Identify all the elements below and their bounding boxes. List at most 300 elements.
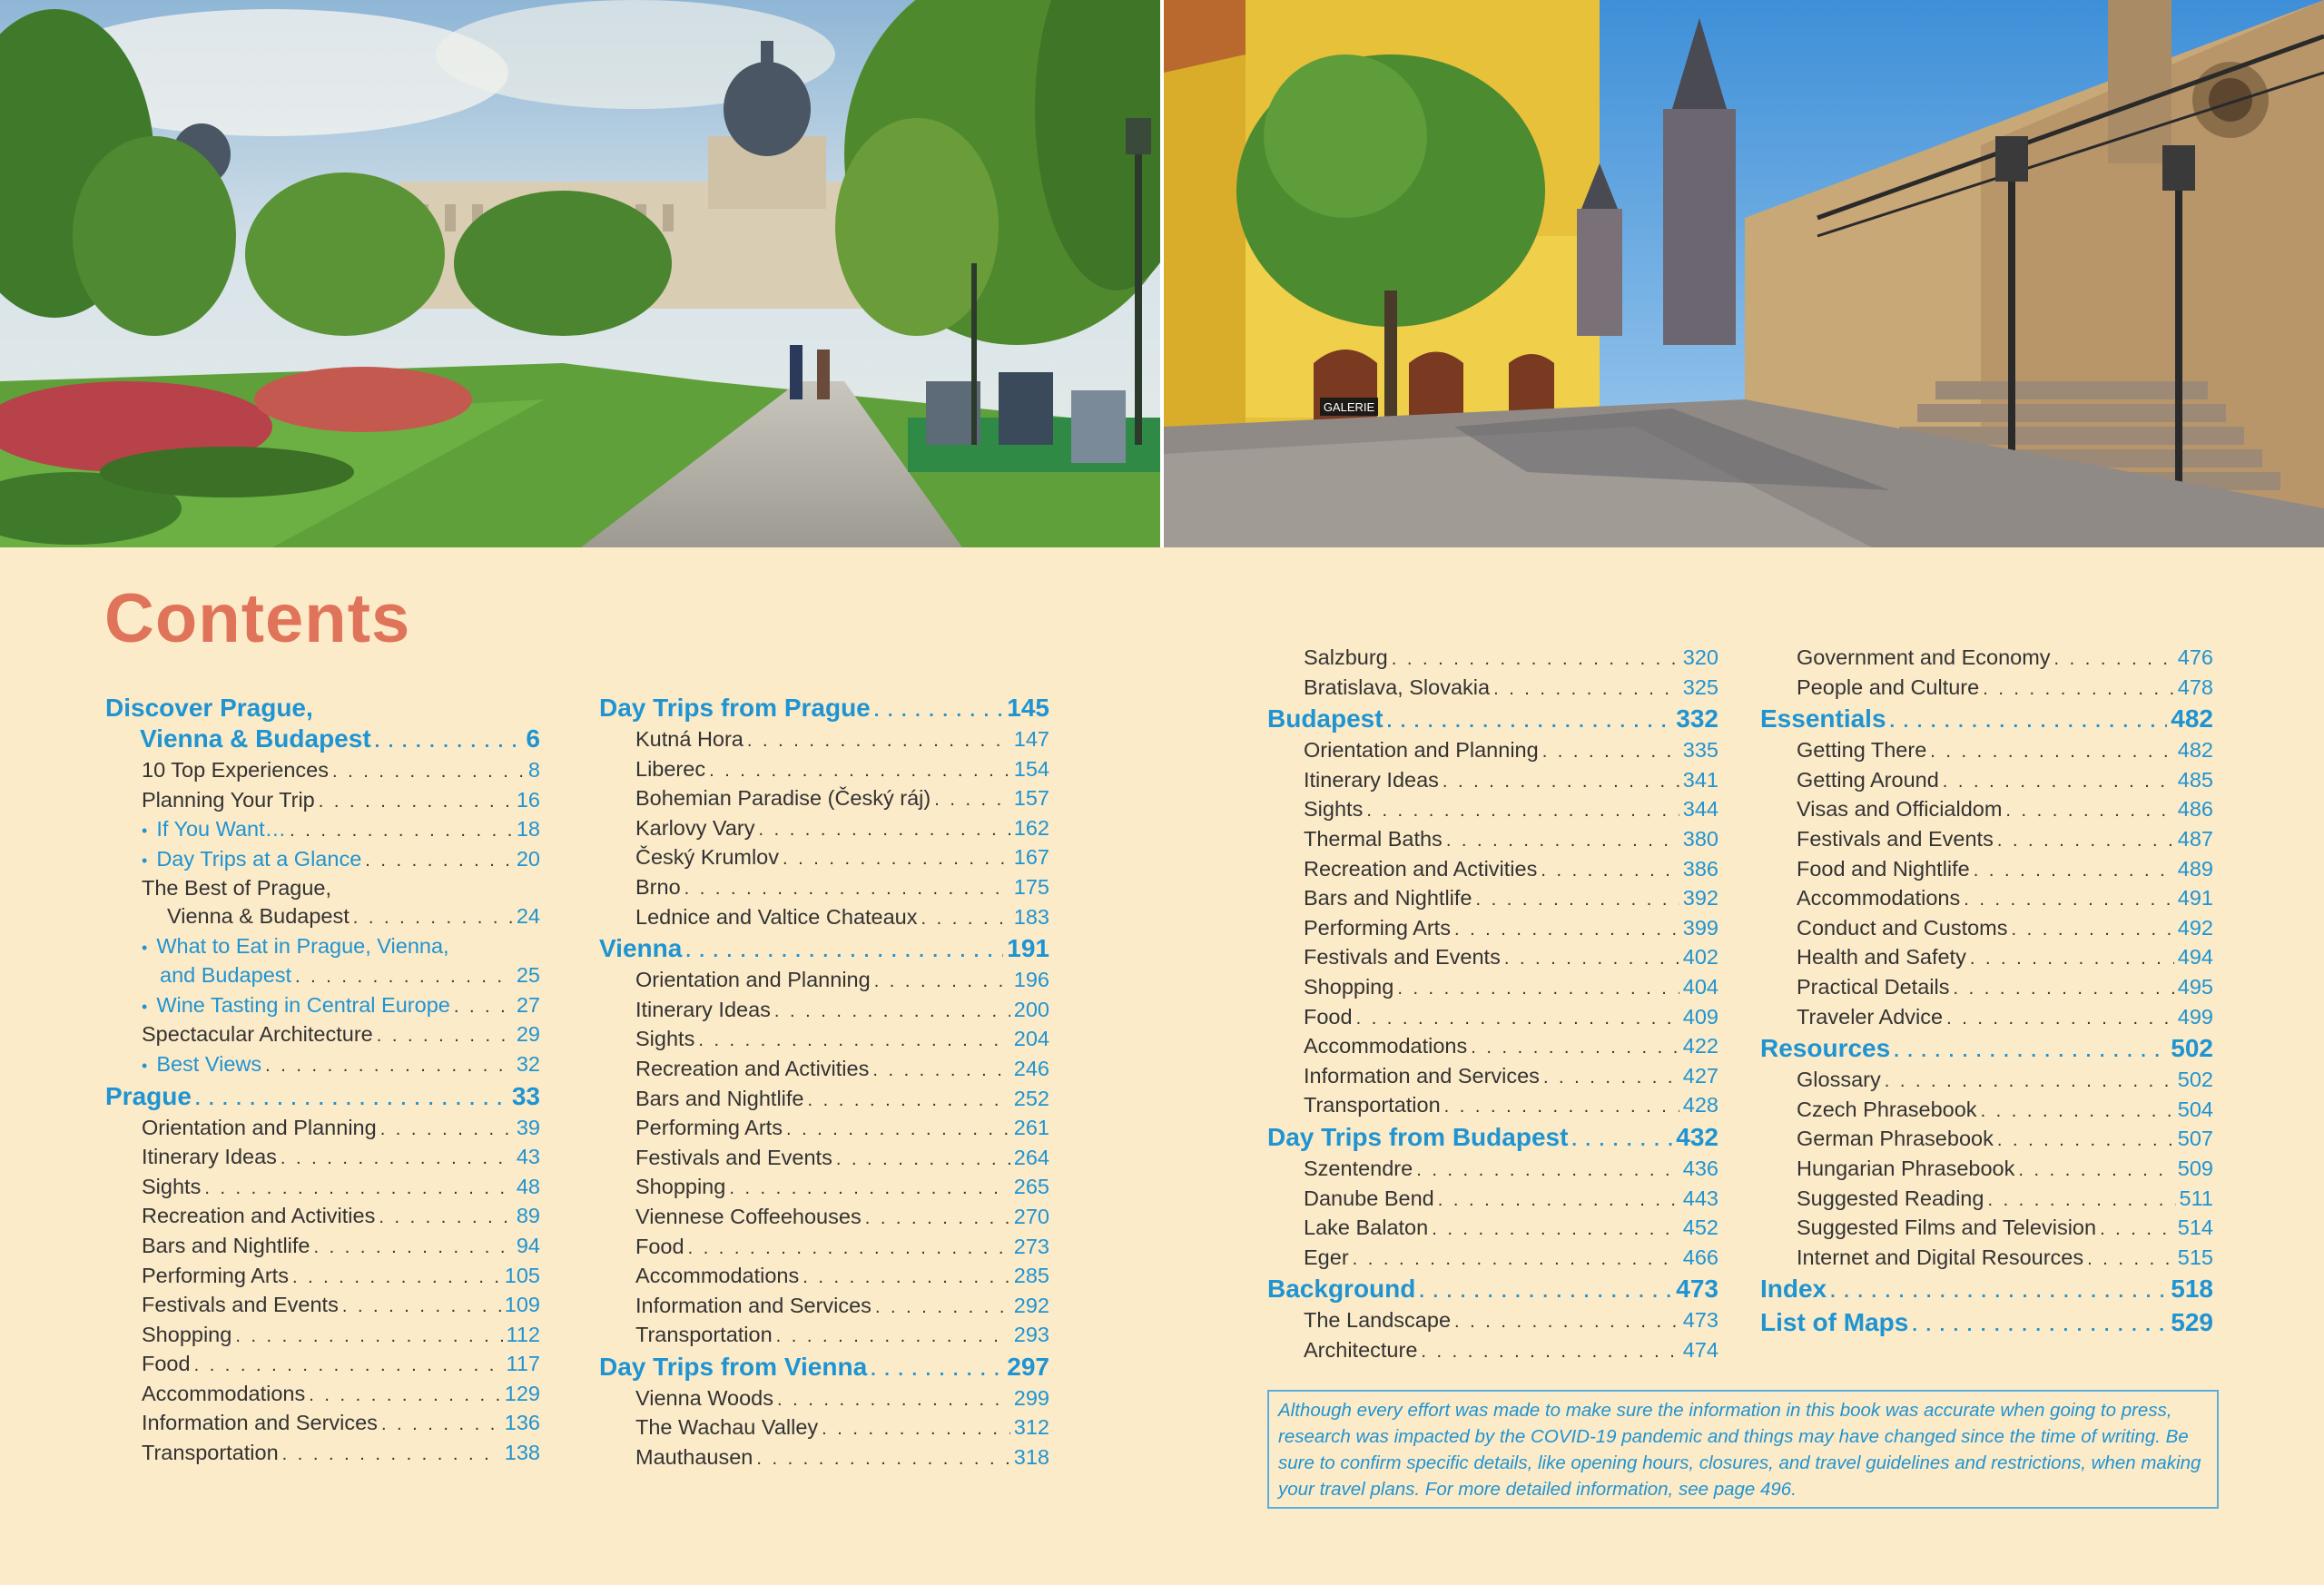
toc-item[interactable] bbox=[1267, 766, 1718, 796]
leader-dots bbox=[380, 1116, 513, 1144]
toc-item[interactable] bbox=[1760, 855, 2213, 885]
toc-section-label: List of Maps bbox=[1760, 1308, 1909, 1337]
leader-dots bbox=[235, 1323, 502, 1351]
leader-dots bbox=[709, 757, 1010, 785]
toc-section-label: Budapest bbox=[1267, 704, 1384, 733]
toc-item[interactable] bbox=[599, 966, 1049, 996]
leader-dots bbox=[1890, 707, 2168, 736]
toc-page-number: 428 bbox=[1682, 1093, 1718, 1117]
toc-item-label: Visas and Officialdom bbox=[1797, 797, 2003, 822]
toc-item[interactable] bbox=[105, 874, 540, 902]
toc-feature-item[interactable] bbox=[105, 991, 540, 1021]
leader-dots bbox=[1964, 886, 2174, 914]
toc-item[interactable] bbox=[599, 1292, 1049, 1322]
leader-dots bbox=[342, 1293, 501, 1321]
toc-section-label: Discover Prague, bbox=[105, 694, 313, 722]
leader-dots bbox=[1981, 1098, 2174, 1126]
toc-page-number: 33 bbox=[511, 1081, 540, 1110]
leader-dots bbox=[1387, 707, 1673, 736]
toc-page-number: 167 bbox=[1013, 845, 1049, 870]
toc-item[interactable] bbox=[105, 756, 540, 786]
toc-page-number: 487 bbox=[2177, 826, 2213, 851]
leader-dots bbox=[2018, 1157, 2173, 1185]
toc-item[interactable] bbox=[1760, 1244, 2213, 1274]
toc-item-line2[interactable] bbox=[105, 902, 540, 932]
toc-item[interactable] bbox=[1760, 1003, 2213, 1033]
leader-dots bbox=[872, 1057, 1009, 1085]
toc-item[interactable] bbox=[1267, 1185, 1718, 1215]
toc-item-label: Itinerary Ideas bbox=[1304, 767, 1439, 792]
toc-page-number: 312 bbox=[1013, 1415, 1049, 1440]
toc-section-background[interactable] bbox=[1267, 1275, 1718, 1306]
toc-item[interactable] bbox=[105, 1114, 540, 1144]
leader-dots bbox=[1356, 1005, 1679, 1033]
toc-item[interactable] bbox=[599, 725, 1049, 755]
toc-item[interactable] bbox=[105, 1262, 540, 1292]
toc-column-1 bbox=[105, 692, 540, 1469]
leader-dots bbox=[1997, 1127, 2174, 1155]
leader-dots bbox=[871, 1355, 1003, 1384]
toc-feature-item[interactable] bbox=[105, 932, 540, 962]
toc-item-label: Accommodations bbox=[1797, 886, 1961, 911]
toc-page-number: 320 bbox=[1682, 645, 1718, 669]
page-title: Contents bbox=[104, 580, 411, 657]
toc-item[interactable] bbox=[599, 1085, 1049, 1115]
toc-item[interactable] bbox=[105, 1409, 540, 1439]
toc-page-number: 502 bbox=[2177, 1068, 2213, 1092]
leader-dots bbox=[1885, 1068, 2174, 1096]
toc-section-label: Prague bbox=[105, 1081, 192, 1110]
toc-item[interactable] bbox=[105, 1232, 540, 1262]
leader-dots bbox=[1946, 1005, 2174, 1033]
toc-item-label: Information and Services bbox=[635, 1293, 872, 1317]
toc-item[interactable] bbox=[599, 1173, 1049, 1203]
toc-item-label: Viennese Coffeehouses bbox=[635, 1204, 862, 1228]
toc-item-label: Accommodations bbox=[142, 1381, 306, 1405]
toc-page-number: 474 bbox=[1682, 1337, 1718, 1362]
toc-item-label: Architecture bbox=[1304, 1337, 1418, 1362]
toc-item-label: Food and Nightlife bbox=[1797, 856, 1970, 881]
toc-item[interactable] bbox=[599, 1025, 1049, 1055]
toc-item-label: Shopping bbox=[1304, 974, 1394, 999]
toc-page-number: 473 bbox=[1682, 1308, 1718, 1333]
toc-page-number: 332 bbox=[1676, 704, 1718, 733]
toc-page-number: 399 bbox=[1682, 915, 1718, 940]
toc-section-budapest[interactable] bbox=[1267, 704, 1718, 736]
toc-item-label: Bars and Nightlife bbox=[635, 1086, 804, 1110]
toc-item-label: Government and Economy bbox=[1797, 645, 2051, 669]
toc-section-daytrips-budapest[interactable] bbox=[1267, 1123, 1718, 1155]
leader-dots bbox=[1443, 768, 1679, 796]
leader-dots bbox=[836, 1146, 1010, 1174]
toc-item[interactable] bbox=[105, 1202, 540, 1232]
toc-section-discover-line2[interactable] bbox=[105, 724, 540, 756]
toc-page-number: 494 bbox=[2177, 945, 2213, 970]
toc-column-3 bbox=[1267, 644, 1718, 1365]
toc-page-number: 200 bbox=[1013, 997, 1049, 1021]
toc-page-number: 27 bbox=[516, 992, 540, 1017]
toc-item[interactable] bbox=[1267, 914, 1718, 944]
toc-page-number: 25 bbox=[516, 963, 540, 988]
toc-item[interactable] bbox=[105, 1020, 540, 1050]
toc-page-number: 476 bbox=[2177, 645, 2213, 669]
toc-item[interactable] bbox=[105, 1321, 540, 1351]
leader-dots bbox=[2100, 1216, 2174, 1244]
toc-section-label: Resources bbox=[1760, 1034, 1891, 1063]
leader-dots bbox=[353, 904, 513, 932]
toc-page-number: 145 bbox=[1007, 694, 1049, 722]
toc-page-number: 175 bbox=[1013, 874, 1049, 899]
toc-item-label: Recreation and Activities bbox=[1304, 856, 1538, 881]
toc-section-resources[interactable] bbox=[1760, 1034, 2213, 1066]
toc-section-label: Day Trips from Vienna bbox=[599, 1352, 868, 1381]
toc-section-label: Essentials bbox=[1760, 704, 1886, 733]
toc-item-label: Performing Arts bbox=[635, 1116, 783, 1140]
toc-item-label: Performing Arts bbox=[1304, 915, 1451, 940]
header-photos bbox=[0, 0, 2324, 547]
toc-page-number: 492 bbox=[2177, 915, 2213, 940]
toc-page-number: 473 bbox=[1676, 1275, 1718, 1304]
toc-item-label: Conduct and Customs bbox=[1797, 915, 2008, 940]
toc-section-label: Index bbox=[1760, 1275, 1827, 1304]
galerie-sign: GALERIE bbox=[1323, 400, 1375, 414]
toc-item[interactable] bbox=[599, 1114, 1049, 1144]
leader-dots bbox=[808, 1087, 1010, 1115]
toc-page-number: 422 bbox=[1682, 1034, 1718, 1058]
toc-item[interactable] bbox=[1760, 973, 2213, 1003]
toc-section-vienna[interactable] bbox=[599, 934, 1049, 966]
toc-item[interactable] bbox=[599, 903, 1049, 933]
toc-section-discover[interactable] bbox=[105, 694, 540, 723]
toc-item[interactable] bbox=[599, 843, 1049, 873]
toc-page-number: 270 bbox=[1013, 1204, 1049, 1228]
toc-item-label: and Budapest bbox=[160, 963, 292, 988]
toc-item[interactable] bbox=[1267, 973, 1718, 1003]
toc-feature-item[interactable] bbox=[105, 1050, 540, 1080]
leader-dots bbox=[756, 1445, 1009, 1473]
leader-dots bbox=[1397, 975, 1679, 1003]
toc-item[interactable] bbox=[1267, 943, 1718, 973]
toc-item[interactable] bbox=[599, 784, 1049, 814]
toc-item-label: Glossary bbox=[1797, 1068, 1881, 1092]
toc-item[interactable] bbox=[1267, 736, 1718, 766]
toc-item[interactable] bbox=[105, 1173, 540, 1203]
toc-item-label: Transportation bbox=[635, 1323, 773, 1347]
leader-dots bbox=[1366, 797, 1679, 825]
prague-street-illustration bbox=[1164, 0, 2324, 547]
toc-page-number: 495 bbox=[2177, 974, 2213, 999]
toc-item-label: The Wachau Valley bbox=[635, 1415, 819, 1440]
toc-section-essentials[interactable] bbox=[1760, 704, 2213, 736]
toc-feature-item[interactable] bbox=[105, 845, 540, 875]
toc-item[interactable] bbox=[599, 1262, 1049, 1292]
leader-dots bbox=[195, 1085, 508, 1114]
toc-item-label: Festivals and Events bbox=[635, 1145, 832, 1169]
leader-dots bbox=[1541, 857, 1679, 885]
leader-dots bbox=[1438, 1186, 1679, 1215]
covid-notice-box: Although every effort was made to make sure the information in this book was accurate when going to press, research was impacted by the COVID-19 pandemic and things may have changed since the time of writing. Be sure to confirm specific details, like opening hours, closures, and travel guidelines and restrictions, when making your travel plans. For more detailed information, see page 496. bbox=[1267, 1390, 2219, 1509]
toc-page-number: 273 bbox=[1013, 1234, 1049, 1258]
toc-page-number: 154 bbox=[1013, 756, 1049, 781]
bullet-icon: • bbox=[142, 822, 148, 841]
toc-item-label: Vienna Woods bbox=[635, 1385, 773, 1410]
toc-feature-item[interactable] bbox=[105, 815, 540, 845]
toc-item-label: Hungarian Phrasebook bbox=[1797, 1156, 2015, 1180]
leader-dots bbox=[1392, 645, 1679, 674]
leader-dots bbox=[282, 1441, 501, 1469]
toc-item-label: Spectacular Architecture bbox=[142, 1022, 373, 1047]
toc-item[interactable] bbox=[1760, 736, 2213, 766]
toc-item-label: Suggested Films and Television bbox=[1797, 1216, 2097, 1240]
leader-dots bbox=[2012, 916, 2174, 944]
toc-section-index[interactable] bbox=[1760, 1275, 2213, 1306]
toc-item[interactable] bbox=[1760, 884, 2213, 914]
toc-page-number: 509 bbox=[2177, 1156, 2213, 1180]
toc-page-number: 8 bbox=[527, 758, 540, 782]
toc-item[interactable] bbox=[599, 1203, 1049, 1233]
toc-item[interactable] bbox=[1267, 1214, 1718, 1244]
toc-item[interactable] bbox=[599, 1144, 1049, 1174]
toc-item-label: Festivals and Events bbox=[1304, 945, 1501, 970]
leader-dots bbox=[729, 1175, 1009, 1203]
toc-item-label: Shopping bbox=[142, 1322, 232, 1346]
toc-page-number: 117 bbox=[506, 1352, 540, 1376]
toc-item-label: Accommodations bbox=[635, 1264, 800, 1288]
toc-page-number: 380 bbox=[1682, 826, 1718, 851]
toc-page-number: 409 bbox=[1682, 1004, 1718, 1029]
toc-item[interactable] bbox=[599, 996, 1049, 1026]
toc-item-label: Czech Phrasebook bbox=[1797, 1097, 1977, 1121]
toc-item-label: Bratislava, Slovakia bbox=[1304, 674, 1491, 699]
bullet-icon: • bbox=[142, 997, 148, 1016]
toc-item-label: Kutná Hora bbox=[635, 727, 743, 751]
toc-item-label: Recreation and Activities bbox=[635, 1056, 870, 1080]
toc-page-number: 514 bbox=[2177, 1216, 2213, 1240]
toc-item-label: Český Krumlov bbox=[635, 845, 780, 870]
toc-item[interactable] bbox=[1760, 1155, 2213, 1185]
toc-page-number: 183 bbox=[1013, 904, 1049, 929]
toc-item-label: Planning Your Trip bbox=[142, 787, 315, 812]
leader-dots bbox=[865, 1205, 1010, 1233]
toc-item[interactable] bbox=[1760, 1214, 2213, 1244]
toc-item[interactable] bbox=[599, 814, 1049, 844]
toc-item[interactable] bbox=[105, 1350, 540, 1380]
toc-item[interactable] bbox=[1760, 644, 2213, 674]
toc-page-number: 105 bbox=[504, 1263, 540, 1287]
leader-dots bbox=[332, 758, 525, 786]
leader-dots bbox=[375, 727, 523, 756]
toc-page-number: 297 bbox=[1007, 1352, 1049, 1381]
leader-dots bbox=[281, 1145, 513, 1173]
toc-page-number: 162 bbox=[1013, 815, 1049, 840]
toc-item-label: Practical Details bbox=[1797, 974, 1950, 999]
toc-item[interactable] bbox=[599, 1413, 1049, 1443]
toc-item-label: Wine Tasting in Central Europe bbox=[156, 992, 450, 1017]
toc-item[interactable] bbox=[105, 1291, 540, 1321]
toc-item[interactable] bbox=[1267, 644, 1718, 674]
toc-item[interactable] bbox=[105, 1380, 540, 1410]
toc-item[interactable] bbox=[1760, 1125, 2213, 1155]
toc-page-number: 482 bbox=[2177, 738, 2213, 763]
toc-page-number: 293 bbox=[1013, 1323, 1049, 1347]
toc-item[interactable] bbox=[1267, 1003, 1718, 1033]
toc-page-number: 261 bbox=[1013, 1116, 1049, 1140]
leader-dots bbox=[777, 1386, 1010, 1414]
toc-page-number: 252 bbox=[1013, 1086, 1049, 1110]
toc-item-label: Vienna & Budapest bbox=[167, 903, 350, 928]
toc-page-number: 436 bbox=[1682, 1156, 1718, 1180]
prague-street-photo bbox=[1164, 0, 2324, 547]
leader-dots bbox=[1504, 945, 1679, 973]
toc-item-label: Traveler Advice bbox=[1797, 1004, 1944, 1029]
toc-item[interactable] bbox=[1267, 1062, 1718, 1092]
toc-item[interactable] bbox=[599, 1055, 1049, 1085]
toc-feature-item-line2[interactable] bbox=[105, 961, 540, 991]
leader-dots bbox=[314, 1234, 513, 1262]
toc-item-label: Bohemian Paradise (Český ráj) bbox=[635, 786, 931, 811]
leader-dots bbox=[1543, 1064, 1679, 1092]
toc-item-label: The Landscape bbox=[1304, 1308, 1452, 1333]
toc-item[interactable] bbox=[1760, 1096, 2213, 1126]
toc-item[interactable] bbox=[1267, 674, 1718, 704]
toc-item[interactable] bbox=[105, 1143, 540, 1173]
toc-page-number: 246 bbox=[1013, 1056, 1049, 1080]
toc-item[interactable] bbox=[599, 873, 1049, 903]
leader-dots bbox=[783, 845, 1010, 873]
toc-page-number: 157 bbox=[1013, 786, 1049, 811]
toc-page-number: 20 bbox=[516, 846, 540, 871]
toc-item-label: Sights bbox=[635, 1027, 695, 1051]
toc-item-label: Information and Services bbox=[1304, 1063, 1540, 1088]
toc-page-number: 24 bbox=[516, 903, 540, 928]
leader-dots bbox=[1974, 857, 2174, 885]
toc-item-label: Performing Arts bbox=[142, 1263, 289, 1287]
leader-dots bbox=[194, 1352, 503, 1380]
toc-item[interactable] bbox=[1760, 825, 2213, 855]
toc-item[interactable] bbox=[1267, 884, 1718, 914]
bullet-icon: • bbox=[142, 851, 148, 870]
toc-page-number: 452 bbox=[1682, 1216, 1718, 1240]
toc-item-label: Food bbox=[142, 1352, 191, 1376]
leader-dots bbox=[292, 1264, 501, 1292]
toc-page-number: 299 bbox=[1013, 1385, 1049, 1410]
toc-item[interactable] bbox=[1760, 1185, 2213, 1215]
toc-item-label: Food bbox=[1304, 1004, 1353, 1029]
toc-item[interactable] bbox=[599, 1384, 1049, 1414]
toc-item-label: Orientation and Planning bbox=[142, 1115, 377, 1139]
leader-dots bbox=[265, 1052, 513, 1080]
toc-item[interactable] bbox=[1760, 766, 2213, 796]
toc-item[interactable] bbox=[599, 755, 1049, 785]
toc-item-label: Lednice and Valtice Chateaux bbox=[635, 904, 918, 929]
toc-item[interactable] bbox=[1267, 855, 1718, 885]
toc-page-number: 138 bbox=[504, 1441, 540, 1465]
toc-item[interactable] bbox=[1267, 1336, 1718, 1366]
toc-item[interactable] bbox=[1760, 943, 2213, 973]
toc-item-label: Food bbox=[635, 1234, 684, 1258]
toc-item[interactable] bbox=[599, 1321, 1049, 1351]
toc-page-number: 341 bbox=[1682, 767, 1718, 792]
toc-item[interactable] bbox=[1760, 674, 2213, 704]
toc-item[interactable] bbox=[599, 1233, 1049, 1263]
toc-item-label: Information and Services bbox=[142, 1411, 378, 1435]
leader-dots bbox=[1416, 1157, 1679, 1185]
leader-dots bbox=[290, 817, 513, 845]
leader-dots bbox=[1454, 916, 1679, 944]
toc-item-label: Bars and Nightlife bbox=[1304, 886, 1472, 911]
toc-item[interactable] bbox=[1267, 825, 1718, 855]
toc-section-daytrips-prague[interactable] bbox=[599, 694, 1049, 725]
toc-item-label: If You Want… bbox=[156, 817, 287, 842]
leader-dots bbox=[747, 727, 1010, 755]
toc-page-number: 318 bbox=[1013, 1445, 1049, 1470]
toc-section-label: Day Trips from Prague bbox=[599, 694, 871, 722]
leader-dots bbox=[934, 786, 1010, 814]
leader-dots bbox=[786, 1116, 1010, 1144]
leader-dots bbox=[2005, 797, 2173, 825]
toc-section-daytrips-vienna[interactable] bbox=[599, 1353, 1049, 1384]
toc-item-label: Festivals and Events bbox=[1797, 826, 1994, 851]
toc-item[interactable] bbox=[105, 786, 540, 816]
toc-section-label: Day Trips from Budapest bbox=[1267, 1122, 1569, 1151]
bullet-icon: • bbox=[142, 938, 148, 957]
leader-dots bbox=[309, 1382, 501, 1410]
toc-item-label: Itinerary Ideas bbox=[142, 1145, 277, 1169]
vienna-park-photo bbox=[0, 0, 1160, 547]
toc-page-number: 147 bbox=[1013, 727, 1049, 751]
leader-dots bbox=[381, 1411, 501, 1439]
toc-item[interactable] bbox=[1267, 1155, 1718, 1185]
toc-item-label: Suggested Reading bbox=[1797, 1186, 1984, 1210]
leader-dots bbox=[758, 816, 1009, 844]
toc-item-label: Itinerary Ideas bbox=[635, 997, 771, 1021]
leader-dots bbox=[684, 875, 1010, 903]
toc-page-number: 404 bbox=[1682, 974, 1718, 999]
toc-section-label: Background bbox=[1267, 1275, 1416, 1304]
leader-dots bbox=[874, 696, 1004, 725]
toc-page-number: 32 bbox=[516, 1051, 540, 1076]
toc-item[interactable] bbox=[1267, 1244, 1718, 1274]
toc-item[interactable] bbox=[1267, 1032, 1718, 1062]
toc-page-number: 432 bbox=[1676, 1122, 1718, 1151]
leader-dots bbox=[377, 1022, 513, 1050]
toc-page-number: 129 bbox=[504, 1381, 540, 1405]
toc-page-number: 204 bbox=[1013, 1027, 1049, 1051]
toc-item[interactable] bbox=[1760, 1066, 2213, 1096]
toc-item-label: Orientation and Planning bbox=[1304, 738, 1539, 763]
toc-section-prague[interactable] bbox=[105, 1082, 540, 1114]
toc-page-number: 18 bbox=[516, 817, 540, 842]
toc-page-number: 16 bbox=[516, 787, 540, 812]
vienna-park-illustration bbox=[0, 0, 1160, 547]
toc-item[interactable] bbox=[1760, 914, 2213, 944]
leader-dots bbox=[1930, 738, 2174, 766]
toc-item[interactable] bbox=[1267, 795, 1718, 825]
toc-item[interactable] bbox=[1267, 1306, 1718, 1336]
toc-page-number: 529 bbox=[2171, 1308, 2213, 1337]
toc-item[interactable] bbox=[1267, 1091, 1718, 1121]
leader-dots bbox=[1419, 1277, 1672, 1306]
toc-section-list-of-maps[interactable] bbox=[1760, 1308, 2213, 1340]
toc-item[interactable] bbox=[105, 1439, 540, 1469]
toc-page-number: 196 bbox=[1013, 968, 1049, 992]
toc-item[interactable] bbox=[599, 1443, 1049, 1473]
toc-item[interactable] bbox=[1760, 795, 2213, 825]
leader-dots bbox=[1943, 768, 2174, 796]
toc-item-label: Transportation bbox=[142, 1441, 279, 1465]
toc-item-label: 10 Top Experiences bbox=[142, 758, 329, 782]
toc-item-label: German Phrasebook bbox=[1797, 1127, 1994, 1151]
